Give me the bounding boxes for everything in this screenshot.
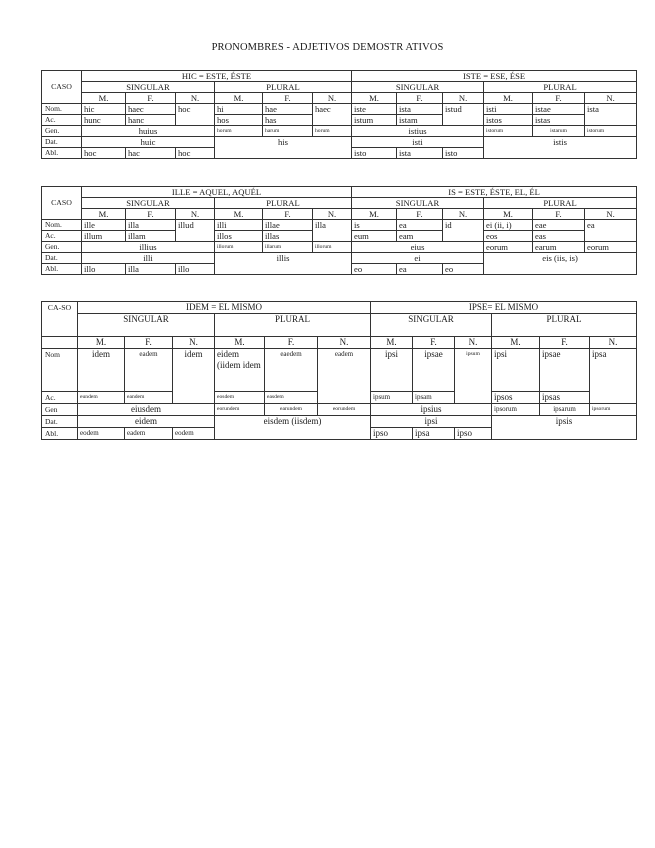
cell: huic xyxy=(82,137,215,148)
cell: eorundem xyxy=(215,404,265,416)
cell: ista xyxy=(397,104,443,115)
cell: ipsis xyxy=(492,416,637,440)
cell: ipsorum xyxy=(492,404,540,416)
cell: illa xyxy=(126,264,176,275)
table-row-nominative xyxy=(42,104,637,115)
gender-n: N. xyxy=(585,209,637,220)
cell: eodem xyxy=(78,428,125,440)
hic-iste-table xyxy=(41,70,637,159)
cell: eiusdem xyxy=(78,404,215,416)
case-label: Abl. xyxy=(42,264,82,275)
cell: illorum xyxy=(215,242,263,253)
gender-f: F. xyxy=(125,337,173,349)
cell: harum xyxy=(263,126,313,137)
table-row-genitive xyxy=(42,242,637,253)
singular-header: SINGULAR xyxy=(352,198,484,209)
gender-n: N. xyxy=(590,337,637,349)
gender-f: F. xyxy=(397,93,443,104)
plural-header: PLURAL xyxy=(215,198,352,209)
cell: eae xyxy=(533,220,585,231)
gender-m: M. xyxy=(484,93,533,104)
cell: ipsae xyxy=(413,349,455,392)
cell: hic xyxy=(82,104,126,115)
cell: illa xyxy=(126,220,176,231)
cell: ista xyxy=(397,148,443,159)
gender-f: F. xyxy=(533,209,585,220)
cell: eis (iis, is) xyxy=(484,253,637,275)
singular-header: SINGULAR xyxy=(78,314,215,337)
cell: earum xyxy=(533,242,585,253)
cell: hos xyxy=(215,115,263,126)
table-row-nominative xyxy=(42,349,637,392)
idem-title: IDEM = EL MISMO xyxy=(78,302,371,314)
cell: illum xyxy=(82,231,126,242)
cell: eorum xyxy=(585,242,637,253)
number-header-row xyxy=(42,82,637,93)
gender-n: N. xyxy=(318,337,371,349)
cell: istam xyxy=(397,115,443,126)
gender-f: F. xyxy=(540,337,590,349)
cell: eius xyxy=(352,242,484,253)
case-label: Gen. xyxy=(42,126,82,137)
hic-title: HIC = ESTE, ÉSTE xyxy=(82,71,352,82)
table-row-genitive xyxy=(42,126,637,137)
cell: ipsi xyxy=(492,349,540,392)
gender-m: M. xyxy=(352,209,397,220)
gender-n: N. xyxy=(313,93,352,104)
cell: eadem xyxy=(125,428,173,440)
plural-header: PLURAL xyxy=(215,314,371,337)
cell: illius xyxy=(82,242,215,253)
cell: is xyxy=(352,220,397,231)
empty-cell xyxy=(42,337,78,349)
case-label: Dat. xyxy=(42,137,82,148)
cell: eo xyxy=(443,264,484,275)
cell: istis xyxy=(484,137,637,159)
cell: eodem xyxy=(173,428,215,440)
gender-f: F. xyxy=(263,209,313,220)
cell: eaedem xyxy=(265,349,318,392)
cell: hoc xyxy=(176,148,215,159)
cell: ipso xyxy=(371,428,413,440)
gender-m: M. xyxy=(492,337,540,349)
cell: istorum xyxy=(484,126,533,137)
case-label: Abl. xyxy=(42,428,78,440)
plural-header: PLURAL xyxy=(492,314,637,337)
cell: eos xyxy=(484,231,533,242)
cell: eadem xyxy=(318,349,371,404)
cell: isto xyxy=(352,148,397,159)
cell: hanc xyxy=(126,115,176,126)
cell: illis xyxy=(215,253,352,275)
cell: istarum xyxy=(533,126,585,137)
gender-m: M. xyxy=(215,209,263,220)
cell: ei (ii, i) xyxy=(484,220,533,231)
cell: istos xyxy=(484,115,533,126)
cell: ipsorum xyxy=(590,404,637,416)
cell: istae xyxy=(533,104,585,115)
is-title: IS = ESTE, ÉSTE, EL, ÉL xyxy=(352,187,637,198)
cell: hunc xyxy=(82,115,126,126)
cell: ipso xyxy=(455,428,492,440)
cell: illam xyxy=(126,231,176,242)
ille-title: ILLE = AQUEL, AQUÉL xyxy=(82,187,352,198)
caso-header: CASO xyxy=(42,187,82,220)
cell: illo xyxy=(176,264,215,275)
cell: ipsum xyxy=(371,392,413,404)
cell: ipsum xyxy=(455,349,492,404)
gender-n: N. xyxy=(313,209,352,220)
cell: eidem (iidem idem xyxy=(215,349,265,392)
cell: ipsi xyxy=(371,416,492,428)
gender-m: M. xyxy=(484,209,533,220)
table-header-row xyxy=(42,302,637,314)
cell: eundem xyxy=(78,392,125,404)
cell: huius xyxy=(82,126,215,137)
cell: ipsa xyxy=(590,349,637,404)
cell: horum xyxy=(313,126,352,137)
table-header-row xyxy=(42,187,637,198)
cell: isti xyxy=(484,104,533,115)
iste-title: ISTE = ESE, ÉSE xyxy=(352,71,637,82)
case-label: Nom. xyxy=(42,220,82,231)
cell: hi xyxy=(215,104,263,115)
cell: eas xyxy=(533,231,585,242)
cell: eam xyxy=(397,231,443,242)
document-title: PRONOMBRES - ADJETIVOS DEMOSTR ATIVOS xyxy=(211,42,444,53)
gender-f: F. xyxy=(413,337,455,349)
gender-m: M. xyxy=(82,93,126,104)
cell: isto xyxy=(443,148,484,159)
cell: illorum xyxy=(313,242,352,253)
cell: iste xyxy=(352,104,397,115)
cell: illi xyxy=(82,253,215,264)
gender-m: M. xyxy=(82,209,126,220)
table-header-row xyxy=(42,71,637,82)
gender-f: F. xyxy=(263,93,313,104)
table-row-genitive xyxy=(42,404,637,416)
cell: earundem xyxy=(265,404,318,416)
cell: has xyxy=(263,115,313,126)
cell: illos xyxy=(215,231,263,242)
caso-header: CASO xyxy=(42,71,82,104)
gender-header-row xyxy=(42,93,637,104)
cell: isti xyxy=(352,137,484,148)
cell: istorum xyxy=(585,126,637,137)
cell: ipsam xyxy=(413,392,455,404)
gender-m: M. xyxy=(215,337,265,349)
cell: eorum xyxy=(484,242,533,253)
cell: illarum xyxy=(263,242,313,253)
ille-is-table xyxy=(41,186,637,275)
cell: illa xyxy=(313,220,352,242)
case-label: Gen xyxy=(42,404,78,416)
case-label: Gen. xyxy=(42,242,82,253)
cell: idem xyxy=(78,349,125,392)
cell: istum xyxy=(352,115,397,126)
gender-f: F. xyxy=(397,209,443,220)
case-label: Ac. xyxy=(42,392,78,404)
cell: easdem xyxy=(265,392,318,404)
cell: eadem xyxy=(125,349,173,392)
cell: ipsarum xyxy=(540,404,590,416)
cell: istud xyxy=(443,104,484,126)
cell: hae xyxy=(263,104,313,115)
cell: ei xyxy=(352,253,484,264)
cell: hoc xyxy=(176,104,215,126)
plural-header: PLURAL xyxy=(484,82,637,93)
cell: ea xyxy=(397,264,443,275)
cell: hoc xyxy=(82,148,126,159)
cell: illo xyxy=(82,264,126,275)
idem-ipse-table xyxy=(41,301,637,440)
cell: hac xyxy=(126,148,176,159)
cell: eandem xyxy=(125,392,173,404)
gender-n: N. xyxy=(455,337,492,349)
cell: ipsae xyxy=(540,349,590,392)
cell: ipsi xyxy=(371,349,413,392)
cell: horum xyxy=(215,126,263,137)
gender-f: F. xyxy=(126,209,176,220)
cell: illi xyxy=(215,220,263,231)
cell: ipsas xyxy=(540,392,590,404)
plural-header: PLURAL xyxy=(215,82,352,93)
cell: eo xyxy=(352,264,397,275)
gender-f: F. xyxy=(265,337,318,349)
cell: haec xyxy=(126,104,176,115)
gender-n: N. xyxy=(443,93,484,104)
table-row-nominative xyxy=(42,220,637,231)
caso-header: CA-SO xyxy=(42,302,78,337)
cell: eorundem xyxy=(318,404,371,416)
gender-n: N. xyxy=(176,209,215,220)
table-row-dative xyxy=(42,137,637,148)
case-label: Nom xyxy=(42,349,78,392)
cell: istas xyxy=(533,115,585,126)
case-label: Dat. xyxy=(42,416,78,428)
table-row-dative xyxy=(42,253,637,264)
gender-n: N. xyxy=(443,209,484,220)
number-header-row xyxy=(42,198,637,209)
case-label: Dat. xyxy=(42,253,82,264)
gender-header-row xyxy=(42,209,637,220)
singular-header: SINGULAR xyxy=(82,198,215,209)
cell: ipsos xyxy=(492,392,540,404)
singular-header: SINGULAR xyxy=(371,314,492,337)
cell: istius xyxy=(352,126,484,137)
gender-m: M. xyxy=(371,337,413,349)
plural-header: PLURAL xyxy=(484,198,637,209)
cell: his xyxy=(215,137,352,159)
gender-n: N. xyxy=(173,337,215,349)
case-label: Ac. xyxy=(42,115,82,126)
cell: eisdem (iisdem) xyxy=(215,416,371,440)
case-label: Abl. xyxy=(42,148,82,159)
number-header-row xyxy=(42,314,637,337)
singular-header: SINGULAR xyxy=(352,82,484,93)
gender-m: M. xyxy=(78,337,125,349)
gender-header-row xyxy=(42,337,637,349)
cell: illud xyxy=(176,220,215,242)
cell: illas xyxy=(263,231,313,242)
gender-m: M. xyxy=(215,93,263,104)
cell: id xyxy=(443,220,484,242)
cell: idem xyxy=(173,349,215,404)
gender-n: N. xyxy=(176,93,215,104)
case-label: Nom. xyxy=(42,104,82,115)
cell: eum xyxy=(352,231,397,242)
gender-f: F. xyxy=(126,93,176,104)
cell: ea xyxy=(585,220,637,242)
gender-f: F. xyxy=(533,93,585,104)
cell: ista xyxy=(585,104,637,126)
cell: ea xyxy=(397,220,443,231)
singular-header: SINGULAR xyxy=(82,82,215,93)
cell: haec xyxy=(313,104,352,126)
ipse-title: IPSE= EL MISMO xyxy=(371,302,637,314)
cell: ipsa xyxy=(413,428,455,440)
cell: ille xyxy=(82,220,126,231)
cell: eosdem xyxy=(215,392,265,404)
gender-m: M. xyxy=(352,93,397,104)
cell: eidem xyxy=(78,416,215,428)
cell: illae xyxy=(263,220,313,231)
gender-n: N. xyxy=(585,93,637,104)
case-label: Ac. xyxy=(42,231,82,242)
cell: ipsius xyxy=(371,404,492,416)
table-row-dative xyxy=(42,416,637,428)
